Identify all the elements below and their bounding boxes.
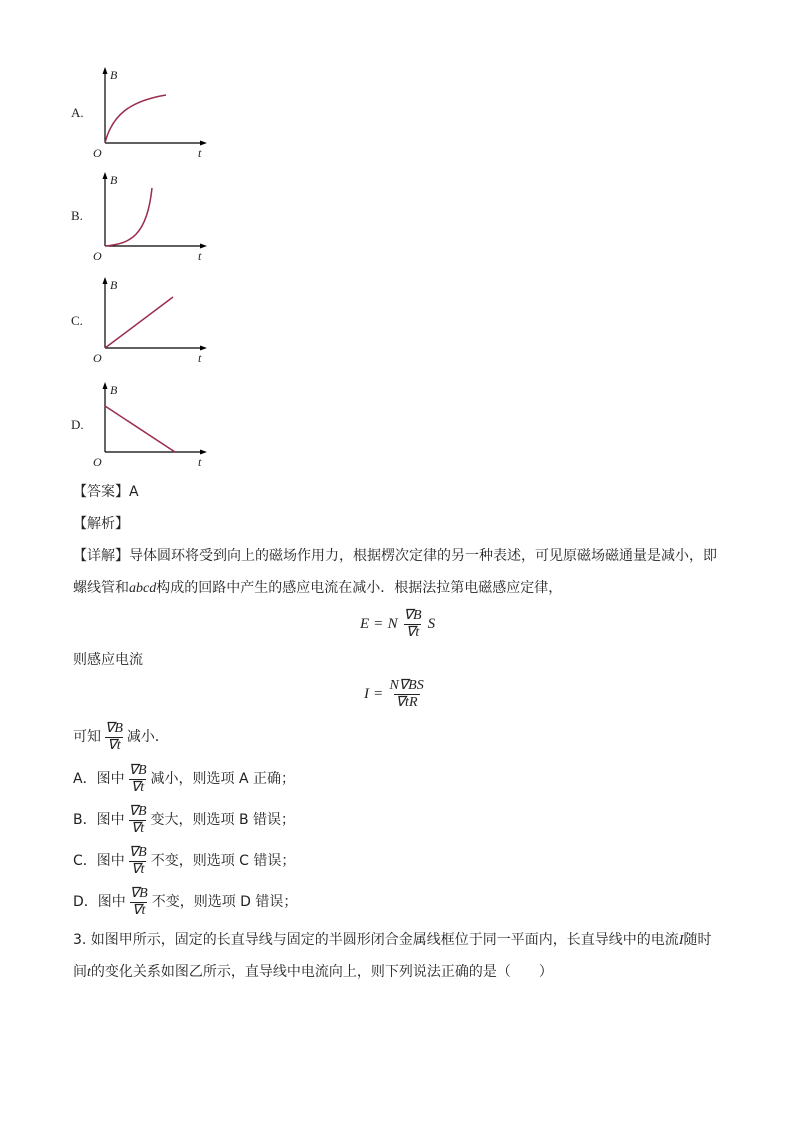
x-axis-label: t <box>198 455 202 469</box>
equation-emf <box>358 604 437 644</box>
option-d-label: D. <box>71 417 84 432</box>
eq1-equals: = <box>374 615 383 632</box>
y-axis-label: B <box>110 68 118 82</box>
line-d <box>105 406 175 452</box>
fraction-numerator: ∇B <box>128 844 147 860</box>
fraction-numerator: ∇B <box>128 762 147 778</box>
item-d <box>73 882 297 922</box>
graph-d <box>90 380 230 480</box>
fraction-denominator: ∇t <box>130 820 145 836</box>
eq1-coef: N <box>387 615 398 632</box>
x-axis-label: t <box>198 351 202 365</box>
y-axis-label: B <box>110 173 118 187</box>
answer-value: A <box>129 484 139 500</box>
x-axis-arrow <box>200 244 207 249</box>
graph-a <box>90 65 230 165</box>
q3-text-1-post: 随时 <box>683 932 712 948</box>
y-axis-arrow <box>103 67 108 74</box>
conclusion-post: 减小． <box>126 729 169 745</box>
question-3-line-1 <box>73 930 711 951</box>
detail-text-2-post: 构成的回路中产生的感应电流在减小．根据法拉第电磁感应定律， <box>156 580 563 596</box>
q3-text-1-pre: 3. 如图甲所示，固定的长直导线与固定的半圆形闭合金属线框位于同一平面内，长直导线中的电流 <box>73 932 679 948</box>
fraction-denominator: ∇t <box>131 861 145 877</box>
x-axis-arrow <box>200 450 207 455</box>
item-d-fraction <box>128 886 150 919</box>
item-c-pre: C．图中 <box>73 853 125 869</box>
eq1-lhs: E <box>360 615 370 632</box>
graph-options <box>60 60 230 480</box>
eq2-lhs: I <box>364 685 369 702</box>
q3-var-i: I <box>678 933 684 948</box>
y-axis-arrow <box>103 277 108 284</box>
q3-text-2-post: 的变化关系如图乙所示，直导线中电流向上，则下列说法正确的是（ ） <box>90 964 553 980</box>
graph-c <box>90 275 230 375</box>
item-b <box>73 800 295 840</box>
q3-var-t: t <box>87 965 91 980</box>
y-axis-arrow <box>103 382 108 389</box>
fraction-numerator: ∇B <box>129 885 148 901</box>
answer-tag: 【答案】 <box>73 484 129 500</box>
detail-line-2 <box>73 578 562 599</box>
graph-b <box>90 170 230 270</box>
item-a-fraction <box>127 763 149 796</box>
fraction-denominator: ∇t <box>130 779 145 795</box>
line-c <box>105 297 173 348</box>
eq1-numerator: ∇B <box>403 607 422 623</box>
current-line <box>73 650 143 670</box>
eq2-numerator: N∇BS <box>389 677 424 693</box>
answer-line <box>73 482 139 502</box>
question-3-line-2 <box>73 962 553 983</box>
item-c <box>73 841 295 881</box>
q3-text-2-pre: 间 <box>73 964 87 980</box>
item-a-post: 减小，则选项 A 正确； <box>150 771 295 787</box>
item-c-post: 不变，则选项 C 错误； <box>150 853 296 869</box>
detail-line-1 <box>73 546 717 566</box>
analysis-tag: 【解析】 <box>73 516 129 532</box>
curve-b <box>105 188 152 246</box>
eq1-tail: S <box>427 615 436 632</box>
y-axis-arrow <box>103 172 108 179</box>
item-c-fraction <box>127 845 149 878</box>
conclusion-fraction <box>103 721 125 754</box>
eq2-denominator: ∇tR <box>395 694 418 710</box>
eq2-equals: = <box>374 685 383 702</box>
detail-text-2-pre: 螺线管和 <box>73 580 129 596</box>
option-a-label: A. <box>71 105 84 120</box>
detail-text-1: 导体圆环将受到向上的磁场作用力，根据楞次定律的另一种表述，可见原磁场磁通量是减小，即 <box>129 548 717 564</box>
current-text: 则感应电流 <box>73 652 143 668</box>
origin-label: O <box>93 351 102 365</box>
item-a <box>73 759 295 799</box>
conclusion-pre: 可知 <box>73 729 101 745</box>
fraction-numerator: ∇B <box>128 803 147 819</box>
option-c-label: C. <box>71 313 83 328</box>
y-axis-label: B <box>110 383 118 397</box>
item-b-pre: B．图中 <box>73 812 125 828</box>
item-b-fraction <box>127 804 149 837</box>
analysis-line <box>73 514 129 534</box>
fraction-denominator: ∇t <box>132 902 146 918</box>
eq1-denominator: ∇t <box>405 624 420 640</box>
x-axis-arrow <box>200 346 207 351</box>
equation-current <box>362 673 428 715</box>
y-axis-label: B <box>110 278 118 292</box>
curve-a <box>105 95 166 143</box>
item-a-pre: A．图中 <box>73 771 125 787</box>
conclusion-denominator: ∇t <box>107 737 121 753</box>
detail-tag: 【详解】 <box>73 548 129 564</box>
eq1-fraction <box>402 608 424 641</box>
item-b-post: 变大，则选项 B 错误； <box>150 812 296 828</box>
conclusion-numerator: ∇B <box>105 720 123 736</box>
item-d-post: 不变，则选项 D 错误； <box>151 894 298 910</box>
origin-label: O <box>93 455 102 469</box>
item-d-pre: D．图中 <box>73 894 126 910</box>
x-axis-label: t <box>198 249 202 263</box>
conclusion-line <box>73 717 169 757</box>
x-axis-label: t <box>198 146 202 160</box>
x-axis-arrow <box>200 141 207 146</box>
origin-label: O <box>93 249 102 263</box>
option-b-label: B. <box>71 208 83 223</box>
detail-var-abcd: abcd <box>129 581 157 596</box>
origin-label: O <box>93 146 102 160</box>
eq2-fraction <box>387 678 425 711</box>
